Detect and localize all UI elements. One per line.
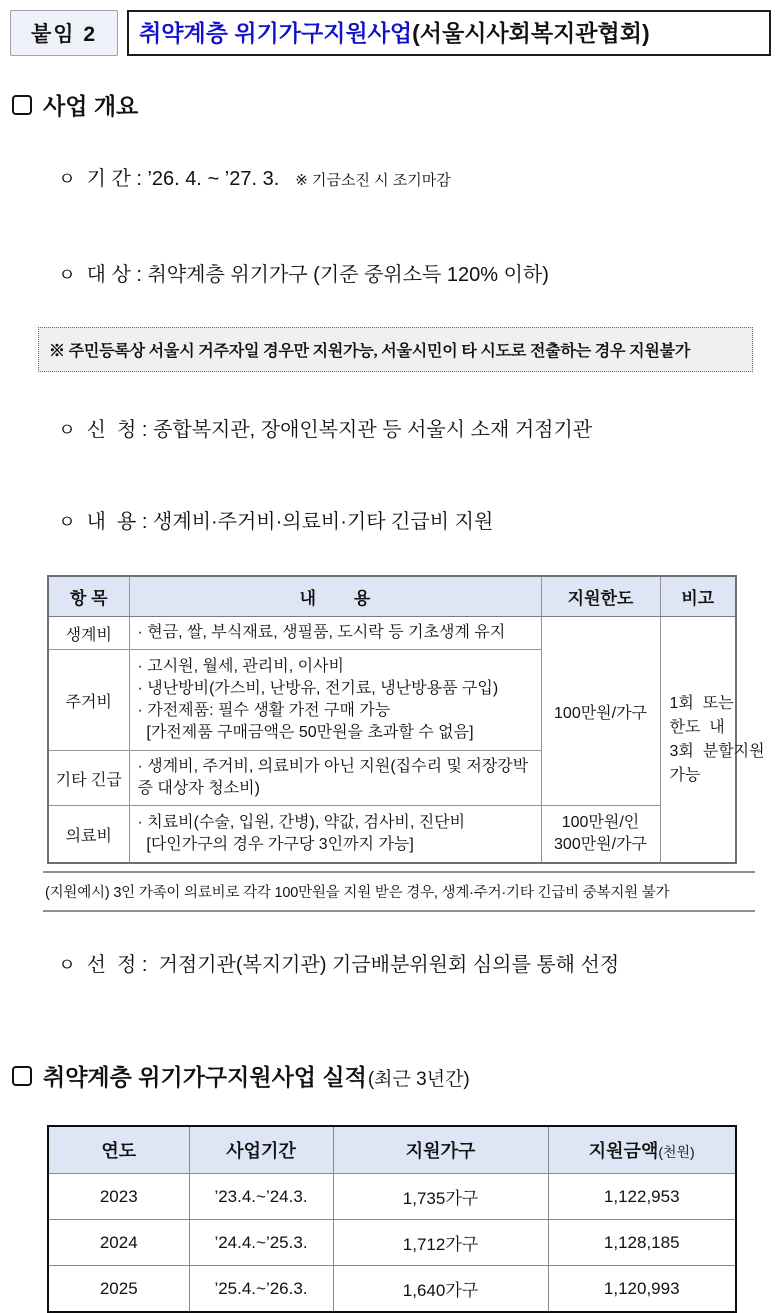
item-selection-text: 선 정 : 거점기관(복지기관) 기금배분위원회 심의를 통해 선정	[86, 954, 620, 976]
content-line: [다인가구의 경우 가구당 3인까지 가능]	[137, 836, 414, 853]
table-row-living	[48, 617, 736, 650]
cell-period: ’23.4.~’24.3.	[189, 1174, 333, 1220]
content-line: · 치료비(수술, 입원, 간병), 약값, 검사비, 진단비	[137, 814, 466, 831]
cell-item-other: 기타 긴급	[48, 751, 129, 806]
attachment-tag-label: 붙임 2	[31, 23, 98, 46]
table-row-2023	[48, 1174, 736, 1220]
circle-bullet-icon: ㅇ	[58, 512, 76, 532]
attachment-tag	[10, 10, 118, 56]
remark-line: 1회 또는	[669, 694, 734, 712]
doc-title: 취약계층 위기가구지원사업	[139, 20, 413, 46]
cell-year: 2025	[48, 1266, 189, 1313]
cell-households: 1,735가구	[333, 1174, 548, 1220]
cell-item-living: 생계비	[48, 617, 129, 650]
table-row-2024	[48, 1220, 736, 1266]
section-performance-title	[43, 1059, 470, 1092]
col-header-limit: 지원한도	[541, 576, 660, 617]
cell-remark	[660, 617, 765, 864]
table-row-2025	[48, 1266, 736, 1313]
content-line: · 고시원, 월세, 관리비, 이사비	[137, 658, 344, 675]
cell-limit-medical	[541, 806, 660, 864]
cell-amount: 1,120,993	[548, 1266, 736, 1313]
doc-header	[10, 10, 771, 56]
square-bullet-icon	[12, 1066, 32, 1086]
item-target-text: 대 상 : 취약계층 위기가구 (기준 중위소득 120% 이하)	[86, 264, 549, 286]
circle-bullet-icon: ㅇ	[58, 420, 76, 440]
content-line: [가전제품 구매금액은 50만원을 초과할 수 없음]	[137, 724, 474, 741]
cell-content-living	[129, 617, 541, 650]
section-performance-title-note: (최근 3년간)	[367, 1069, 470, 1090]
cell-households: 1,640가구	[333, 1266, 548, 1313]
cell-limit-group: 100만원/가구	[541, 617, 660, 806]
col-header-amount-unit: (천원)	[658, 1144, 695, 1160]
item-content	[36, 486, 771, 558]
cell-amount: 1,128,185	[548, 1220, 736, 1266]
section-performance-title-text: 취약계층 위기가구지원사업 실적	[43, 1064, 367, 1090]
item-target	[36, 239, 771, 311]
cell-item-medical: 의료비	[48, 806, 129, 864]
section-performance-heading	[12, 1059, 771, 1092]
col-header-year: 연도	[48, 1126, 189, 1174]
support-table	[47, 575, 765, 864]
support-table-header-row	[48, 576, 736, 617]
residency-note-text: ※ 주민등록상 서울시 거주자일 경우만 지원가능, 서울시민이 타 시도로 전출하는 경우 지원불가	[49, 343, 691, 360]
circle-bullet-icon: ㅇ	[58, 955, 76, 975]
remark-line: 한도 내	[669, 718, 725, 736]
cell-content-medical	[129, 806, 541, 864]
col-header-amount	[548, 1126, 736, 1174]
content-line: · 냉난방비(가스비, 난방유, 전기료, 냉난방용품 구입)	[137, 680, 499, 697]
support-table-footnote	[43, 871, 755, 912]
item-period-note: ※ 기금소진 시 조기마감	[295, 172, 451, 189]
col-header-households: 지원가구	[333, 1126, 548, 1174]
col-header-period: 사업기간	[189, 1126, 333, 1174]
cell-year: 2024	[48, 1220, 189, 1266]
section-overview-heading	[12, 88, 771, 121]
cell-amount: 1,122,953	[548, 1174, 736, 1220]
col-header-content: 내 용	[129, 576, 541, 617]
item-apply-text: 신 청 : 종합복지관, 장애인복지관 등 서울시 소재 거점기관	[86, 419, 593, 441]
col-header-item: 항 목	[48, 576, 129, 617]
cell-year: 2023	[48, 1174, 189, 1220]
content-line: · 현금, 쌀, 부식재료, 생필품, 도시락 등 기초생계 유지	[137, 624, 506, 641]
limit-line: 100만원/인	[561, 814, 640, 831]
cell-content-housing	[129, 650, 541, 751]
item-apply	[36, 394, 771, 466]
doc-title-box	[127, 10, 771, 56]
limit-line: 300만원/가구	[554, 836, 647, 853]
circle-bullet-icon: ㅇ	[58, 169, 76, 189]
table-row-medical	[48, 806, 736, 864]
item-selection	[36, 929, 771, 1001]
cell-content-other	[129, 751, 541, 806]
section-overview-title: 사업 개요	[43, 93, 139, 119]
remark-line: 3회 분할지원	[669, 742, 765, 760]
cell-period: ’25.4.~’26.3.	[189, 1266, 333, 1313]
performance-table	[47, 1125, 737, 1313]
item-content-text: 내 용 : 생계비·주거비·의료비·기타 긴급비 지원	[86, 511, 494, 533]
square-bullet-icon	[12, 95, 32, 115]
col-header-remark: 비고	[660, 576, 736, 617]
doc-title-org: (서울시사회복지관협회)	[412, 20, 650, 46]
performance-header-row	[48, 1126, 736, 1174]
remark-line: 가능	[669, 766, 701, 784]
content-line: · 가전제품: 필수 생활 가전 구매 가능	[137, 702, 391, 719]
circle-bullet-icon: ㅇ	[58, 265, 76, 285]
support-table-footnote-text: (지원예시) 3인 가족이 의료비로 각각 100만원을 지원 받은 경우, 생계·주거·기타 긴급비 중복지원 불가	[45, 885, 670, 901]
residency-note-box	[38, 327, 753, 372]
col-header-amount-text: 지원금액	[588, 1141, 659, 1161]
item-period-text: 기 간 : ’26. 4. ~ ’27. 3.	[86, 168, 280, 190]
cell-period: ’24.4.~’25.3.	[189, 1220, 333, 1266]
item-period	[36, 143, 771, 217]
cell-households: 1,712가구	[333, 1220, 548, 1266]
cell-item-housing: 주거비	[48, 650, 129, 751]
content-line: · 생계비, 주거비, 의료비가 아닌 지원(집수리 및 저장강박증 대상자 청소비)	[137, 758, 529, 797]
